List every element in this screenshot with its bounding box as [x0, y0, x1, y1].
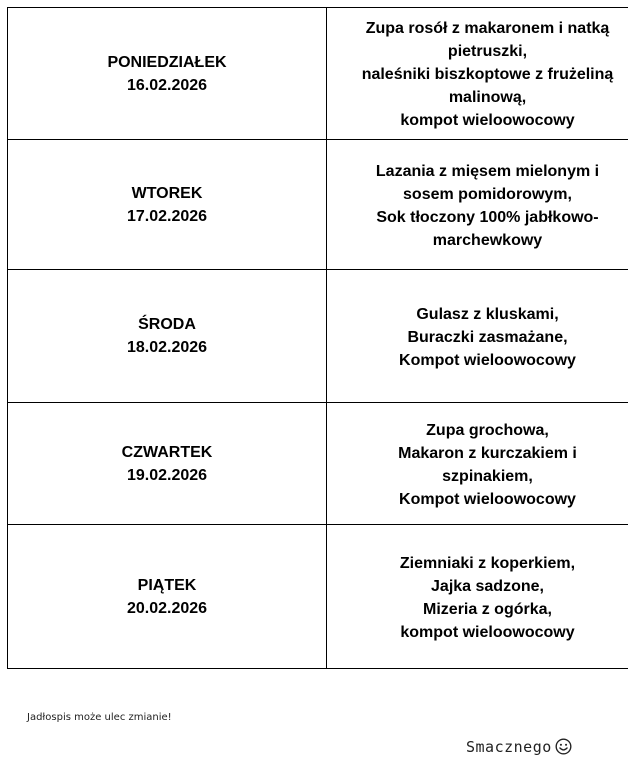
dish-line: kompot wieloowocowy [400, 112, 575, 129]
menu-change-note: Jadłospis może ulec zmianie! [27, 712, 172, 723]
dish-cell [327, 525, 628, 669]
dish-line: kompot wieloowocowy [400, 623, 575, 641]
smiley-icon [555, 738, 572, 755]
day-date: 20.02.2026 [126, 599, 208, 617]
dish-line: szpinakiem, [442, 467, 533, 485]
dish-line: Buraczki zasmażane, [407, 328, 568, 346]
day-date: 19.02.2026 [126, 466, 208, 484]
day-date: 18.02.2026 [126, 339, 208, 356]
menu-row-friday [8, 525, 628, 669]
dish-cell [327, 8, 628, 140]
day-cell [8, 403, 327, 525]
dish-cell [327, 140, 628, 270]
dish-line: Zupa rosół z makaronem i natką [365, 20, 610, 37]
day-name: WTOREK [131, 184, 203, 202]
dish-line: Mizeria z ogórka, [423, 600, 552, 618]
dish-cell [327, 403, 628, 525]
dish-line: Zupa grochowa, [426, 421, 549, 439]
dish-line: Lazania z mięsem mielonym i [375, 162, 600, 180]
dish-line: Sok tłoczony 100% jabłkowo- [376, 208, 599, 226]
dish-line: Makaron z kurczakiem i [398, 444, 577, 462]
dish-line: pietruszki, [447, 43, 528, 60]
signoff [466, 738, 572, 756]
day-date: 17.02.2026 [126, 207, 208, 225]
dish-line: Kompot wieloowocowy [399, 490, 576, 508]
dish-line: sosem pomidorowym, [403, 185, 572, 203]
day-name: PIĄTEK [137, 576, 197, 594]
dish-line: marchewkowy [432, 231, 543, 249]
dish-line: Ziemniaki z koperkiem, [399, 554, 576, 572]
day-name: CZWARTEK [121, 443, 213, 461]
day-name: PONIEDZIAŁEK [107, 53, 227, 71]
menu-row-wednesday [8, 270, 628, 403]
day-cell [8, 525, 327, 669]
signoff-text: Smacznego [466, 738, 552, 756]
dish-line: naleśniki biszkoptowe z frużeliną [361, 66, 614, 83]
dish-line: malinową, [448, 89, 527, 106]
dish-cell [327, 270, 628, 403]
menu-row-monday [8, 8, 628, 140]
menu-row-thursday [8, 403, 628, 525]
menu-row-tuesday [8, 140, 628, 270]
day-cell [8, 270, 327, 403]
day-name: ŚRODA [138, 316, 196, 333]
day-date: 16.02.2026 [126, 76, 208, 94]
day-cell [8, 8, 327, 140]
dish-line: Kompot wieloowocowy [399, 351, 576, 369]
dish-line: Jajka sadzone, [431, 577, 544, 595]
day-cell [8, 140, 327, 270]
dish-line: Gulasz z kluskami, [416, 305, 559, 323]
menu-table [7, 7, 628, 669]
